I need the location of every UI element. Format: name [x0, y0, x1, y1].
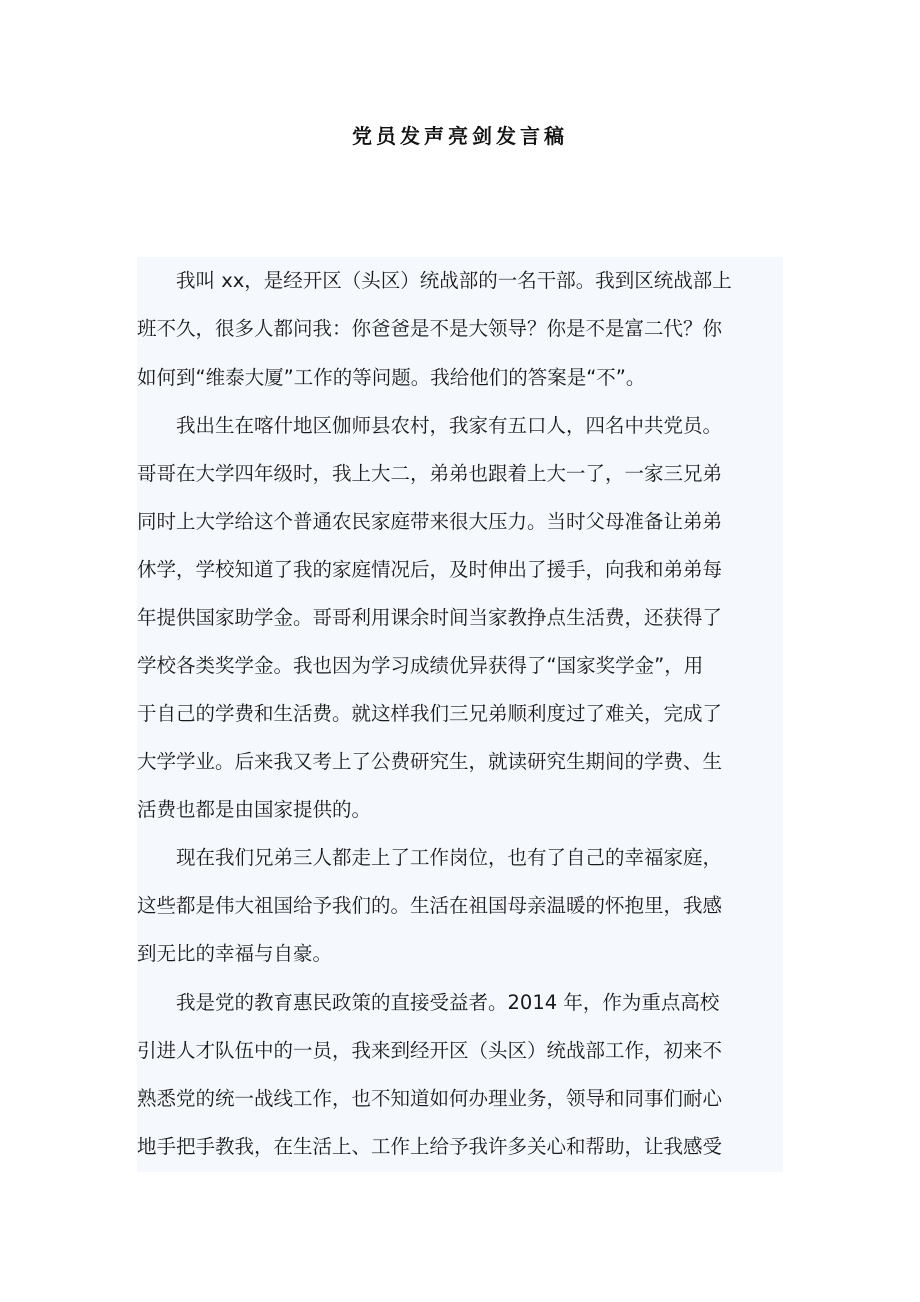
text-line: 于自己的学费和生活费。就这样我们三兄弟顺利度过了难关，完成了 [137, 702, 723, 725]
text-line: 同时上大学给这个普通农民家庭带来很大压力。当时父母准备让弟弟 [137, 510, 723, 533]
text-line: 熟悉党的统一战线工作，也不知道如何办理业务，领导和同事们耐心 [137, 1087, 723, 1110]
text-line: 如何到“维泰大厦”工作的等问题。我给他们的答案是“不”。 [137, 366, 646, 389]
text-line: 年提供国家助学金。哥哥利用课余时间当家教挣点生活费，还获得了 [137, 606, 723, 629]
text-line: 现在我们兄弟三人都走上了工作岗位，也有了自己的幸福家庭， [176, 846, 723, 869]
text-line: 哥哥在大学四年级时，我上大二，弟弟也跟着上大一了，一家三兄弟 [137, 462, 723, 485]
text-line: 休学，学校知道了我的家庭情况后，及时伸出了援手，向我和弟弟每 [137, 558, 723, 581]
text-line: 这些都是伟大祖国给予我们的。生活在祖国母亲温暖的怀抱里，我感 [137, 894, 723, 917]
text-line: 我出生在喀什地区伽师县农村，我家有五口人，四名中共党员。 [176, 414, 723, 437]
document-title: 党员发声亮剑发言稿 [352, 124, 568, 148]
text-line: 我叫 xx，是经开区（头区）统战部的一名干部。我到区统战部上 [176, 269, 732, 292]
text-line: 引进人才队伍中的一员，我来到经开区（头区）统战部工作，初来不 [137, 1039, 723, 1062]
text-line: 学校各类奖学金。我也因为学习成绩优异获得了“国家奖学金”，用 [137, 654, 704, 677]
text-line: 到无比的幸福与自豪。 [137, 942, 333, 965]
text-line: 活费也都是由国家提供的。 [137, 798, 372, 821]
text-line: 班不久，很多人都问我：你爸爸是不是大领导？你是不是富二代？你 [137, 317, 723, 340]
text-line: 地手把手教我，在生活上、工作上给予我许多关心和帮助，让我感受 [137, 1135, 723, 1158]
text-line: 我是党的教育惠民政策的直接受益者。2014 年，作为重点高校 [176, 991, 720, 1014]
text-line: 大学学业。后来我又考上了公费研究生，就读研究生期间的学费、生 [137, 750, 723, 773]
